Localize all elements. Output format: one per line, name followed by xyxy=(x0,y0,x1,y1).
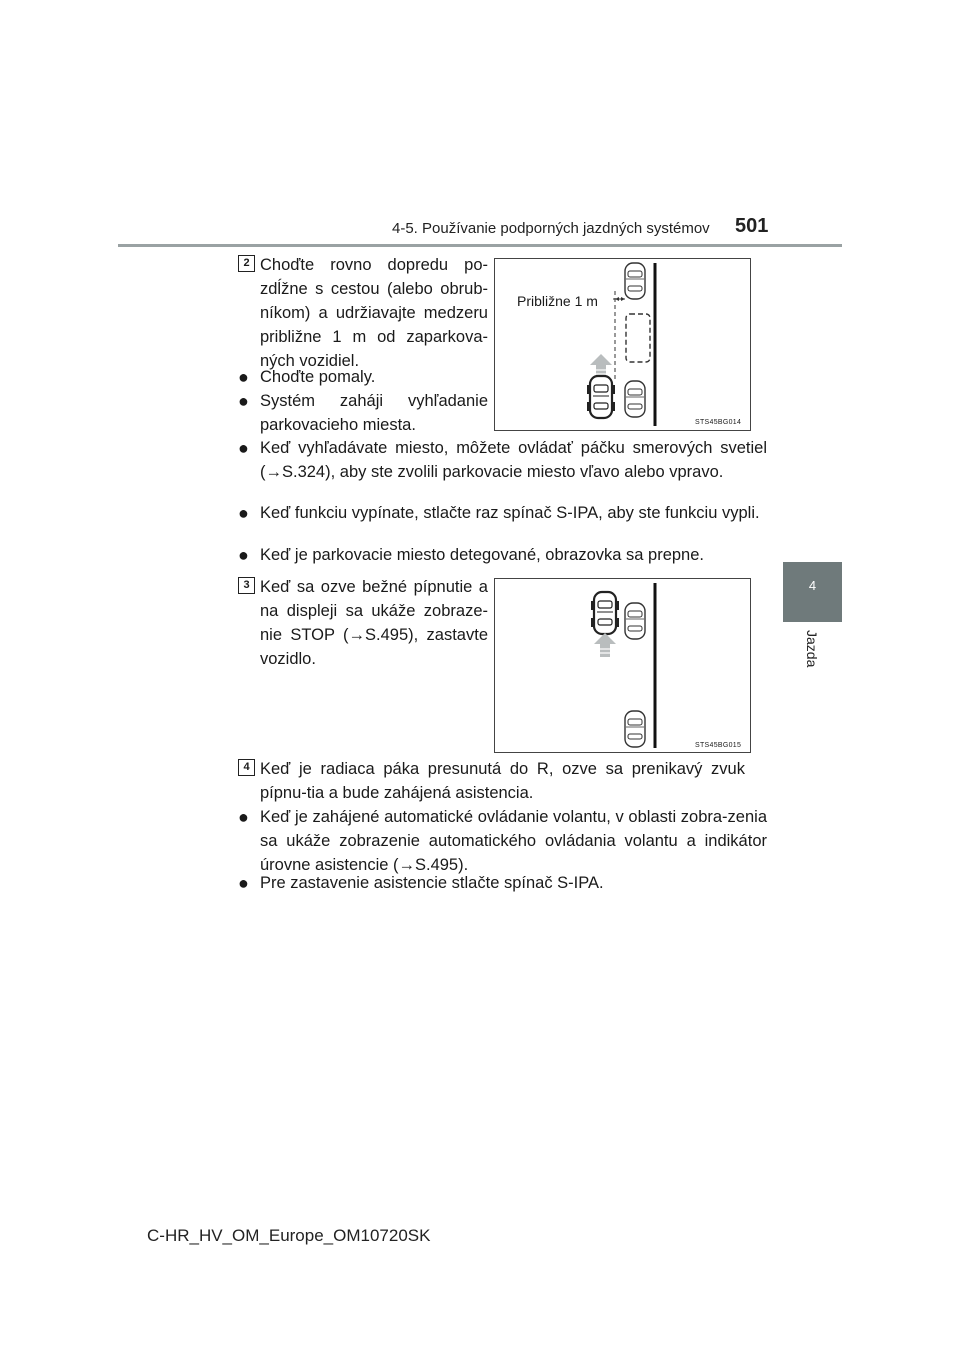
step-4-bullet-1: ● Keď je zahájené automatické ovládanie volantu, v oblasti zobra-zenia sa ukáže zobrazenie automatického ovládania volantu a indikátor úrovne asistencie (→S.495). xyxy=(238,807,767,874)
step-4-text: Keď je radiaca páka presunutá do R, ozve sa prenikavý zvuk pípnu-tia a bude zahájená asistencia. xyxy=(260,760,745,802)
figure-approach-parking xyxy=(494,258,751,431)
bullet-icon: ● xyxy=(238,807,249,827)
step-2-bullet-5: ● Keď je parkovacie miesto detegované, obrazovka sa prepne. xyxy=(238,545,704,565)
step-2-text: Choďte rovno dopredu po-zdĺžne s cestou (alebo obrub-níkom) a udržiavajte medzeru približne 1 m od zaparkova-ných vozidiel. xyxy=(260,256,488,370)
page-number: 501 xyxy=(735,215,769,237)
chapter-tab-label: Jazda xyxy=(804,630,820,668)
own-car-icon xyxy=(587,376,615,418)
step-4-number: 4 xyxy=(238,759,255,776)
header-rule xyxy=(118,244,842,247)
bullet-icon: ● xyxy=(238,438,249,458)
step-3-text: Keď sa ozve bežné pípnutie a na displeji sa ukáže zobraze-nie STOP (→S.495), zastavte vozidlo. xyxy=(260,578,488,668)
bullet-icon: ● xyxy=(238,873,249,893)
parked-car-icon xyxy=(625,603,645,639)
step-4-bullet-2: ● Pre zastavenie asistencie stlačte spínač S-IPA. xyxy=(238,873,604,893)
figure-code: STS45BG015 xyxy=(695,742,742,749)
parking-stop-diagram xyxy=(495,579,750,752)
parked-car-icon xyxy=(625,381,645,417)
chapter-tab: 4 xyxy=(783,562,842,622)
parking-diagram xyxy=(495,259,750,430)
parked-car-icon xyxy=(625,711,645,747)
step-2-bullet-2: ● Systém zaháji vyhľadanie parkovacieho miesta. xyxy=(238,391,488,434)
step-2-bullet-4: ● Keď funkciu vypínate, stlačte raz spínač S-IPA, aby ste funkciu vypli. xyxy=(238,503,760,523)
step-3-number: 3 xyxy=(238,577,255,594)
distance-label: Približne 1 m xyxy=(517,293,598,309)
own-car-icon xyxy=(591,592,619,634)
figure-code: STS45BG014 xyxy=(695,419,742,426)
bullet-icon: ● xyxy=(238,391,249,411)
figure-stop-vehicle xyxy=(494,578,751,753)
document-code: C-HR_HV_OM_Europe_OM10720SK xyxy=(147,1226,431,1245)
bullet-icon: ● xyxy=(238,503,249,523)
bullet-icon: ● xyxy=(238,545,249,565)
parked-car-icon xyxy=(625,263,645,299)
step-2-bullet-3: ● Keď vyhľadávate miesto, môžete ovládať páčku smerových svetiel (→S.324), aby ste zvolili parkovacie miesto vľavo alebo vpravo. xyxy=(238,438,767,481)
step-2-number: 2 xyxy=(238,255,255,272)
section-title: 4-5. Používanie podporných jazdných systémov xyxy=(392,220,710,237)
bullet-icon: ● xyxy=(238,367,249,387)
direction-arrow-icon xyxy=(594,633,616,657)
direction-arrow-icon xyxy=(590,354,612,378)
step-2-bullet-1: ● Choďte pomaly. xyxy=(238,367,376,387)
